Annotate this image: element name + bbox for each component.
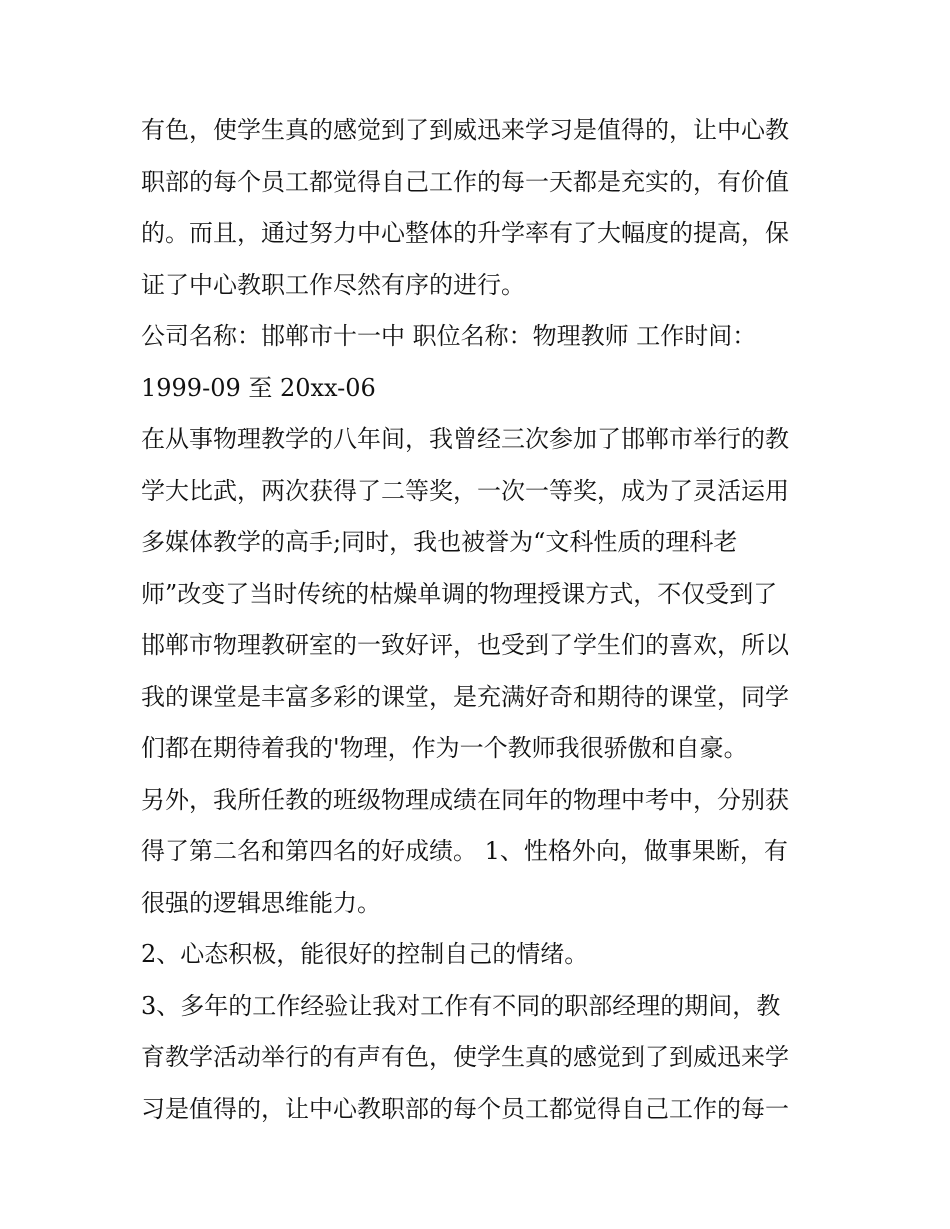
text-line-17: 2、心态积极，能很好的控制自己的情绪。 [141,940,589,968]
text-line-8: 学大比武，两次获得了二等奖，一次一等奖，成为了灵活运用 [141,476,789,505]
text-line-19: 育教学活动举行的有声有色，使学生真的感觉到了到威迅来学 [141,1043,789,1071]
text-line-12: 我的课堂是丰富多彩的课堂，是充满好奇和期待的课堂，同学 [141,682,789,711]
text-line-2: 职部的每个员工都觉得自己工作的每一天都是充实的，有价值 [141,167,789,196]
text-line-14: 另外，我所任教的班级物理成绩在同年的物理中考中，分别获 [141,785,789,814]
text-line-5: 公司名称：邯郸市十一中 职位名称：物理教师 工作时间： [141,322,757,350]
text-line-10: 师”改变了当时传统的枯燥单调的物理授课方式，不仅受到了 [141,579,778,608]
text-line-16: 很强的逻辑思维能力。 [141,888,381,917]
text-line-20: 习是值得的，让中心教职部的每个员工都觉得自己工作的每一 [141,1094,789,1123]
text-line-18: 3、多年的工作经验让我对工作有不同的职部经理的期间，教 [141,991,781,1020]
text-line-3: 的。而且，通过努力中心整体的升学率有了大幅度的提高，保 [141,219,789,247]
text-line-15: 得了第二名和第四名的好成绩。 1、性格外向，做事果断，有 [141,837,788,865]
text-line-4: 证了中心教职工作尽然有序的进行。 [141,270,525,299]
text-line-11: 邯郸市物理教研室的一致好评，也受到了学生们的喜欢，所以 [141,631,789,659]
text-line-1: 有色，使学生真的感觉到了到威迅来学习是值得的，让中心教 [141,116,789,144]
text-line-7: 在从事物理教学的八年间，我曾经三次参加了邯郸市举行的教 [141,425,789,453]
text-line-6: 1999-09 至 20xx-06 [141,373,376,402]
text-line-13: 们都在期待着我的'物理，作为一个教师我很骄傲和自豪。 [141,734,748,762]
document-body [141,108,821,1138]
text-line-9: 多媒体教学的高手;同时，我也被誉为“文科性质的理科老 [141,528,738,556]
